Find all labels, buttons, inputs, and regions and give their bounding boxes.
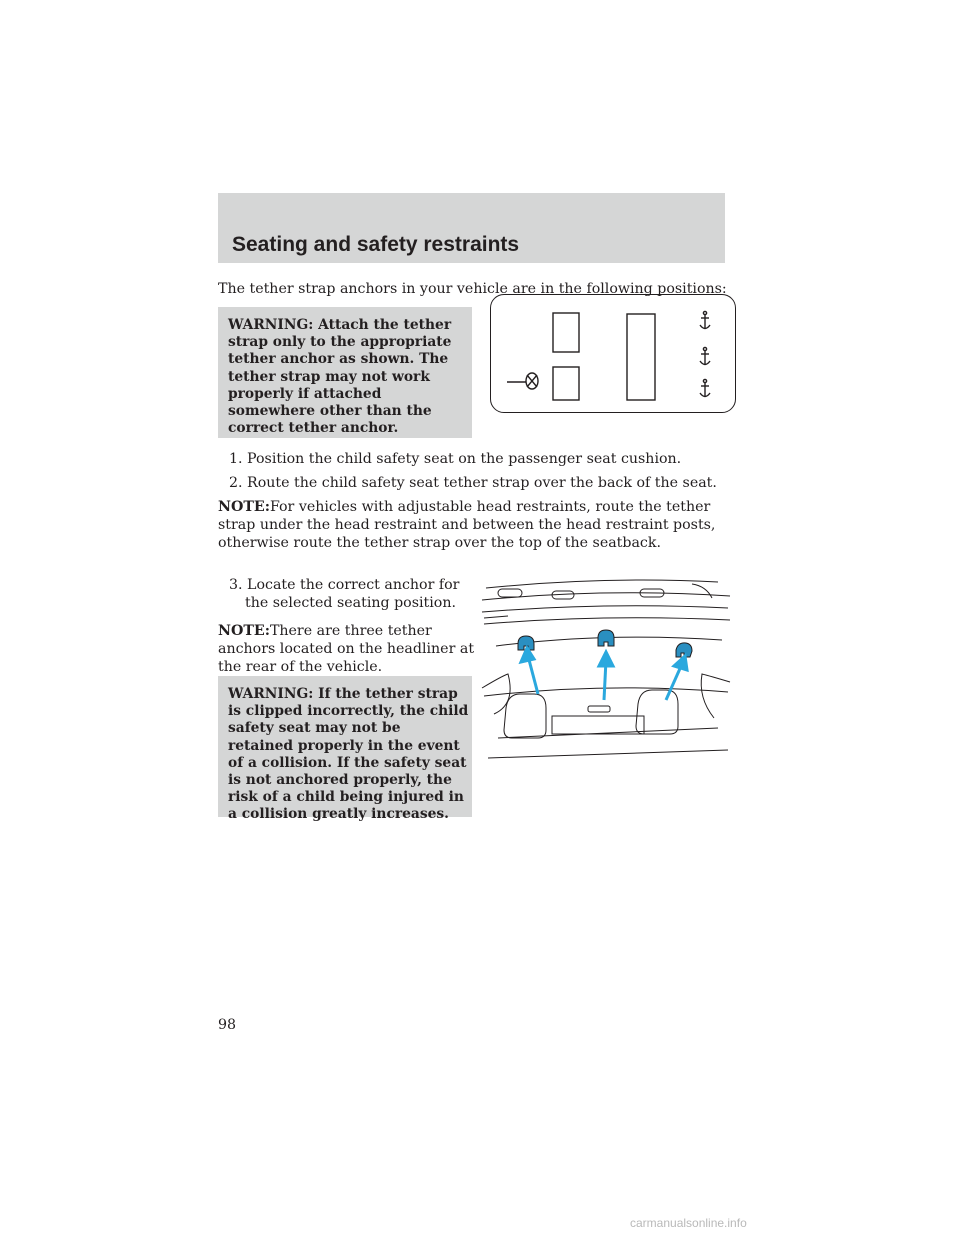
note-2-line-2: anchors located on the headliner at bbox=[218, 641, 475, 657]
courtesy-light bbox=[498, 589, 522, 597]
note-label: NOTE: bbox=[218, 623, 270, 639]
headrest-right bbox=[636, 690, 678, 734]
note-1-line-3: otherwise route the tether strap over the top of the seatback. bbox=[218, 535, 661, 551]
steering-wheel-icon bbox=[507, 373, 538, 389]
anchor-position-diagram bbox=[490, 294, 736, 413]
rear-window-lower bbox=[482, 606, 728, 612]
step-2: 2. Route the child safety seat tether strap over the back of the seat. bbox=[229, 475, 717, 491]
step-1: 1. Position the child safety seat on the passenger seat cushion. bbox=[229, 451, 682, 467]
note-text: There are three tether bbox=[269, 623, 432, 639]
arrow-head-center bbox=[599, 652, 613, 666]
warning-box-2 bbox=[218, 676, 472, 823]
step-3-line-2: the selected seating position. bbox=[245, 595, 456, 611]
note-1-line-2: strap under the head restraint and between the head restraint posts, bbox=[218, 517, 716, 533]
anchor-icon bbox=[700, 379, 710, 397]
arrow-head-right bbox=[674, 656, 687, 670]
warning-text-1: WARNING: Attach the tether strap only to the appropriate tether anchor as shown. The tether strap may not work properly if attached somewhere other than the correct tether anchor. bbox=[228, 317, 452, 437]
high-mount-light bbox=[588, 706, 610, 712]
vehicle-interior-illustration bbox=[478, 578, 734, 768]
headliner-corner bbox=[692, 584, 712, 598]
arrow-left bbox=[528, 656, 538, 694]
anchor-icon bbox=[700, 347, 710, 365]
note-2-line-1 bbox=[218, 622, 432, 640]
watermark: carmanualsonline.info bbox=[630, 1216, 747, 1230]
diagram-drawing bbox=[490, 294, 736, 413]
door-trim-right bbox=[701, 674, 730, 718]
page-number: 98 bbox=[218, 1017, 237, 1033]
warning-text-2: WARNING: If the tether strap is clipped incorrectly, the child safety seat may not be retained properly in the event of a collision. If the safety seat is not anchored properly, the risk of a child being injured in a collision greatly increases. bbox=[228, 686, 469, 823]
tether-anchor-center bbox=[598, 630, 614, 646]
arrow-right bbox=[666, 664, 682, 700]
warning-box-1 bbox=[218, 307, 472, 438]
front-seat-rect bbox=[553, 313, 579, 352]
intro-text: The tether strap anchors in your vehicle are in the following positions: bbox=[218, 281, 727, 297]
anchor-icon bbox=[700, 311, 710, 329]
note-text: For vehicles with adjustable head restraints, route the tether bbox=[269, 499, 711, 515]
note-2-line-3: the rear of the vehicle. bbox=[218, 659, 383, 675]
note-label: NOTE: bbox=[218, 499, 270, 515]
roof-line bbox=[486, 580, 718, 588]
step-3-line-1: 3. Locate the correct anchor for bbox=[229, 577, 460, 593]
headliner-edge bbox=[484, 618, 730, 624]
note-1-line-1 bbox=[218, 498, 710, 516]
headrest-left bbox=[504, 694, 546, 738]
rear-seat-rect bbox=[627, 314, 655, 400]
section-title: Seating and safety restraints bbox=[232, 233, 520, 256]
center-shelf bbox=[552, 716, 644, 734]
front-seat-rect bbox=[553, 367, 579, 400]
section-header bbox=[218, 193, 725, 263]
